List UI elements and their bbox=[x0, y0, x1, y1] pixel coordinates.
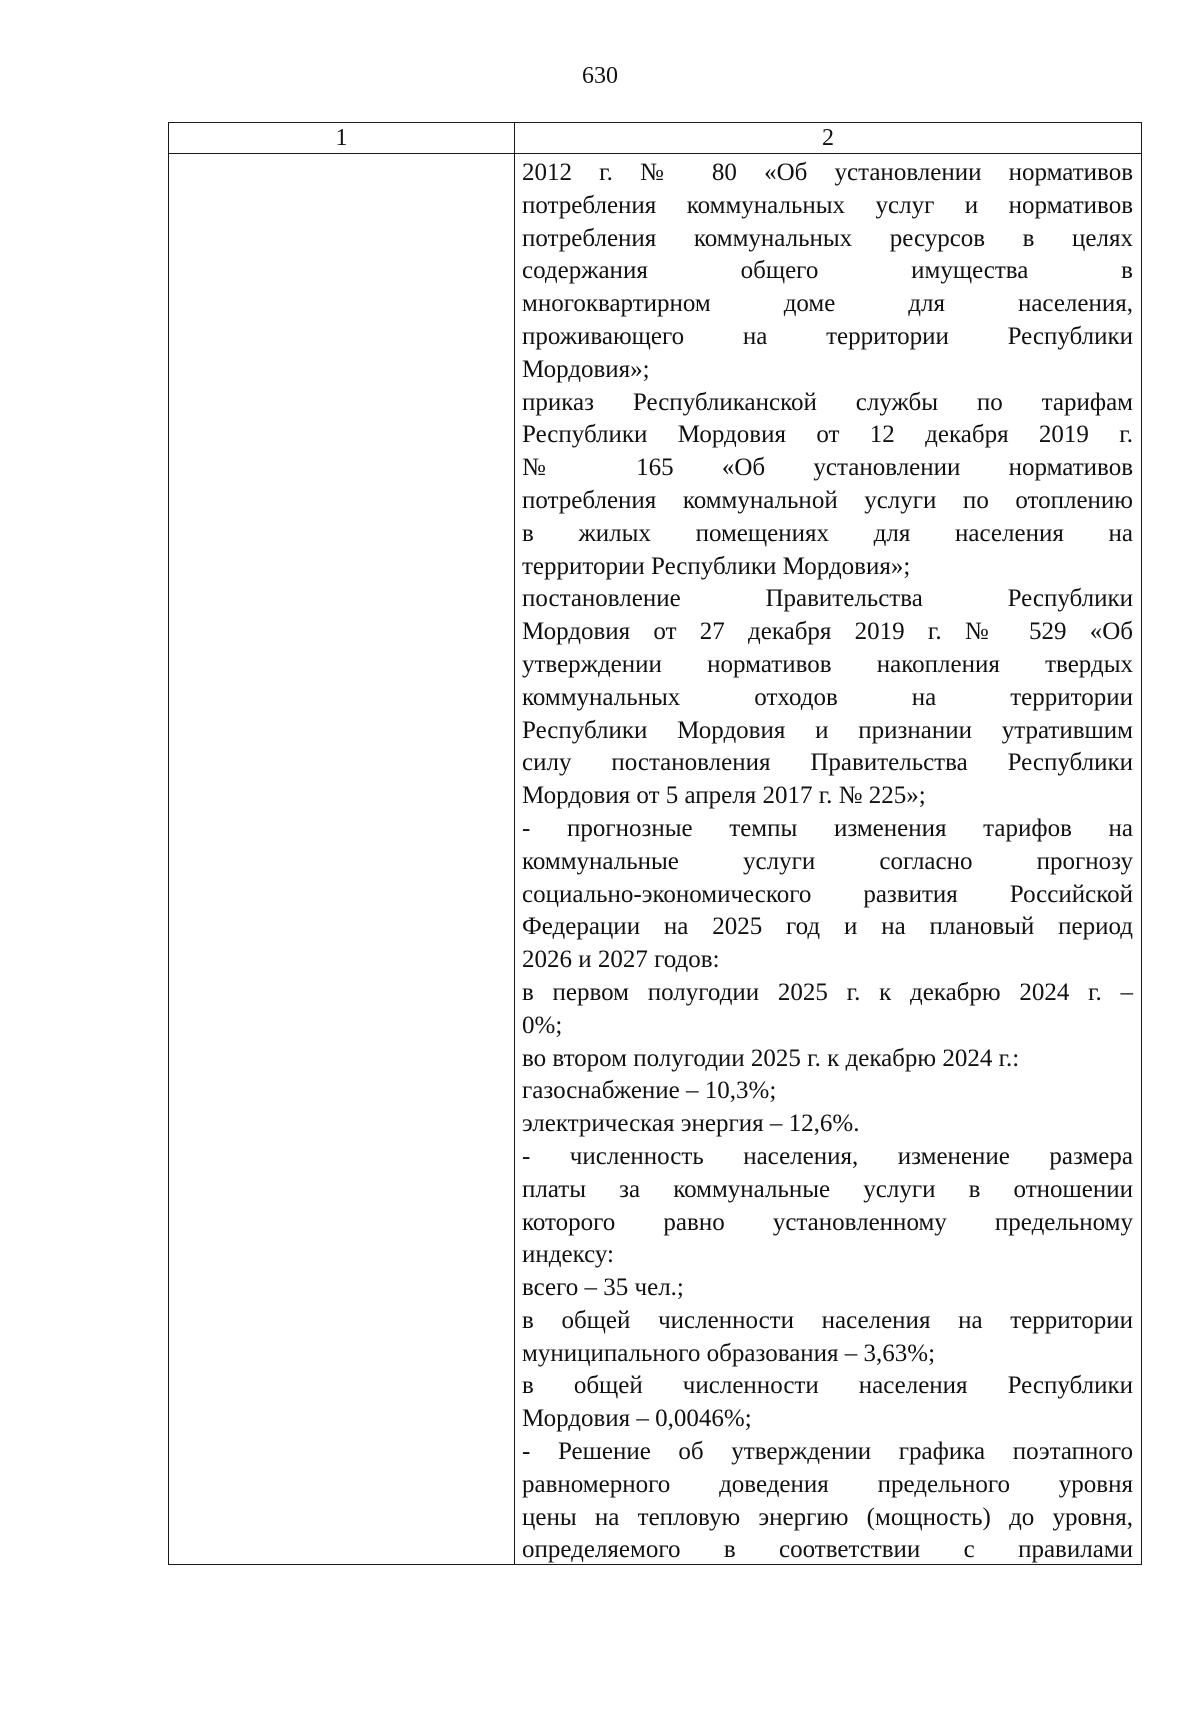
text-line: приказ Республиканской службы по тарифам bbox=[522, 388, 1133, 416]
text-line: Мордовия от 5 апреля 2017 г. № 225»; bbox=[522, 782, 926, 810]
text-line: потребления коммунальных услуг и нормативов bbox=[522, 191, 1133, 219]
text-line: потребления коммунальной услуги по отоплению bbox=[522, 486, 1133, 514]
text-line: № 165 «Об установлении нормативов bbox=[522, 454, 1133, 482]
document-table bbox=[168, 122, 1142, 1565]
text-line: - Решение об утверждении графика поэтапного bbox=[522, 1438, 1133, 1466]
text-line: равномерного доведения предельного уровня bbox=[522, 1470, 1133, 1498]
text-line: муниципального образования – 3,63%; bbox=[522, 1339, 936, 1367]
text-line: в общей численности населения Республики bbox=[522, 1372, 1133, 1400]
text-line: в общей численности населения на территории bbox=[522, 1306, 1133, 1334]
table-cell-column-2 bbox=[522, 157, 1133, 1567]
text-line: многоквартирном доме для населения, bbox=[522, 290, 1133, 318]
text-line: проживающего на территории Республики bbox=[522, 322, 1133, 350]
text-line: в жилых помещениях для населения на bbox=[522, 519, 1133, 547]
text-line: в первом полугодии 2025 г. к декабрю 2024 г. – bbox=[522, 978, 1133, 1006]
column-divider bbox=[514, 123, 515, 1564]
text-line: коммунальные услуги согласно прогнозу bbox=[522, 847, 1133, 875]
text-line: социально-экономического развития Российской bbox=[522, 880, 1133, 908]
page-number: 630 bbox=[582, 63, 618, 89]
text-line: цены на тепловую энергию (мощность) до уровня, bbox=[522, 1503, 1133, 1531]
text-line: Мордовия – 0,0046%; bbox=[522, 1405, 752, 1433]
text-line: 0%; bbox=[522, 1011, 563, 1039]
text-line: коммунальных отходов на территории bbox=[522, 683, 1133, 711]
text-line: Федерации на 2025 год и на плановый период bbox=[522, 913, 1133, 941]
text-line: потребления коммунальных ресурсов в целях bbox=[522, 224, 1133, 252]
table-header-column-2: 2 bbox=[822, 125, 834, 151]
text-line: - численность населения, изменение размера bbox=[522, 1142, 1133, 1170]
text-line: силу постановления Правительства Республики bbox=[522, 749, 1133, 777]
text-line: газоснабжение – 10,3%; bbox=[522, 1077, 777, 1105]
text-line: - прогнозные темпы изменения тарифов на bbox=[522, 814, 1133, 842]
text-line: Республики Мордовия от 12 декабря 2019 г. bbox=[522, 421, 1133, 449]
text-line: постановление Правительства Республики bbox=[522, 585, 1133, 613]
text-line: утверждении нормативов накопления твердых bbox=[522, 650, 1133, 678]
text-line: Мордовия от 27 декабря 2019 г. № 529 «Об bbox=[522, 618, 1133, 646]
text-line: Мордовия»; bbox=[522, 355, 650, 383]
text-line: которого равно установленному предельному bbox=[522, 1208, 1133, 1236]
text-line: территории Республики Мордовия»; bbox=[522, 552, 911, 580]
text-line: 2026 и 2027 годов: bbox=[522, 946, 720, 974]
table-header-row bbox=[169, 123, 1141, 154]
text-line: всего – 35 чел.; bbox=[522, 1274, 684, 1302]
text-line: платы за коммунальные услуги в отношении bbox=[522, 1175, 1133, 1203]
text-line: во втором полугодии 2025 г. к декабрю 2024 г.: bbox=[522, 1044, 1020, 1072]
text-line: индексу: bbox=[522, 1241, 614, 1269]
text-line: 2012 г. № 80 «Об установлении нормативов bbox=[522, 159, 1133, 186]
text-line: определяемого в соответствии с правилами bbox=[522, 1536, 1133, 1564]
table-header-column-1: 1 bbox=[335, 125, 348, 151]
text-line: Республики Мордовия и признании утратившим bbox=[522, 716, 1133, 744]
text-line: электрическая энергия – 12,6%. bbox=[522, 1110, 860, 1138]
text-line: содержания общего имущества в bbox=[522, 257, 1133, 285]
